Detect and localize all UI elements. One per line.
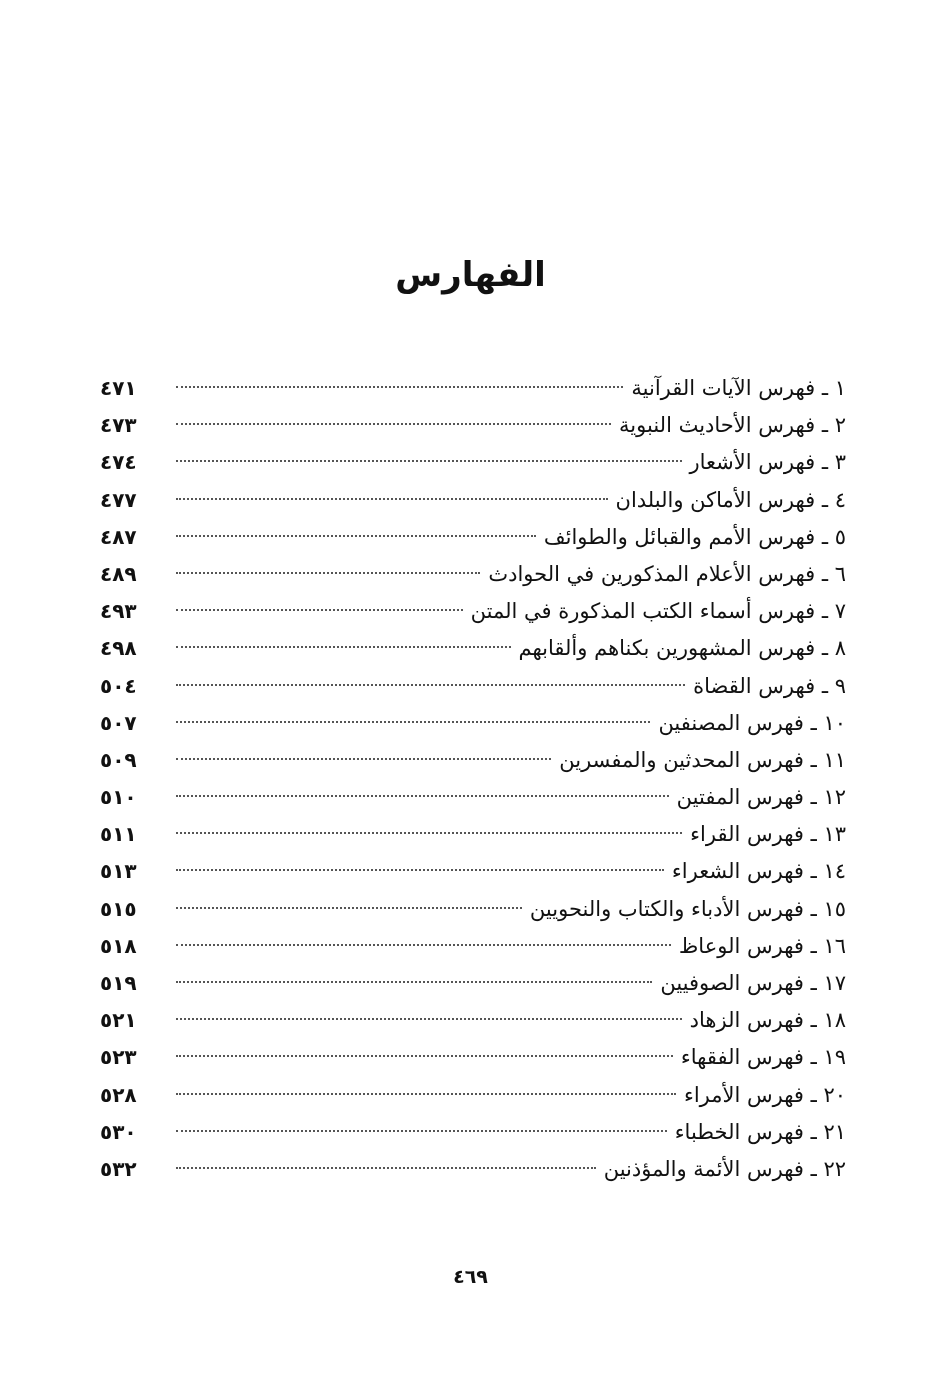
leader-dots [176, 1018, 682, 1020]
toc-row [100, 593, 846, 630]
leader-dots [176, 907, 522, 909]
toc-row [100, 668, 846, 705]
leader-dots [176, 423, 611, 425]
toc-entry-page: ٥٠٩ [100, 747, 137, 772]
toc-entry-label: ١٠ ـ فهرس المصنفين [658, 710, 846, 735]
toc-entry-page: ٤٩٨ [100, 636, 137, 661]
toc-entry-label: ٤ ـ فهرس الأماكن والبلدان [615, 487, 846, 512]
toc-row [100, 928, 846, 965]
toc-entry-page: ٥١٩ [100, 971, 137, 995]
toc-entry-label: ٧ ـ فهرس أسماء الكتب المذكورة في المتن [470, 599, 846, 624]
toc-entry-page: ٥١٠ [100, 785, 137, 810]
toc-row [100, 965, 846, 1002]
toc-entry-page: ٥٢١ [100, 1008, 137, 1033]
leader-dots [176, 572, 480, 574]
toc-entry-label: ١٣ ـ فهرس القراء [690, 822, 846, 847]
toc-row [100, 1039, 846, 1076]
leader-dots [176, 758, 551, 760]
leader-dots [176, 795, 669, 797]
toc-row [100, 630, 846, 667]
toc-row [100, 1077, 846, 1114]
leader-dots [176, 684, 685, 686]
toc-entry-label: ٩ ـ فهرس القضاة [693, 673, 846, 698]
toc-entry-page: ٥١٥ [100, 896, 137, 921]
toc-entry-label: ٨ ـ فهرس المشهورين بكناهم وألقابهم [518, 636, 846, 661]
toc-entry-page: ٥١٣ [100, 859, 137, 884]
toc-entry-page: ٥٠٧ [100, 710, 137, 735]
leader-dots [176, 869, 664, 871]
table-of-contents [100, 370, 846, 1188]
toc-entry-label: ١٤ ـ فهرس الشعراء [671, 859, 846, 884]
page-title: الفهارس [395, 255, 546, 295]
leader-dots [176, 832, 682, 834]
toc-entry-label: ١ ـ فهرس الآيات القرآنية [631, 376, 846, 400]
toc-entry-page: ٤٧٣ [100, 413, 137, 438]
toc-entry-label: ٢١ ـ فهرس الخطباء [674, 1119, 846, 1144]
toc-entry-label: ٣ ـ فهرس الأشعار [689, 450, 846, 475]
toc-entry-label: ١٨ ـ فهرس الزهاد [689, 1008, 846, 1033]
leader-dots [176, 1055, 673, 1057]
toc-entry-label: ٢ ـ فهرس الأحاديث النبوية [619, 413, 846, 438]
leader-dots [176, 386, 623, 388]
toc-row [100, 742, 846, 779]
toc-entry-page: ٥١١ [100, 822, 137, 847]
leader-dots [176, 721, 650, 723]
toc-entry-page: ٥٢٨ [100, 1082, 137, 1107]
toc-entry-label: ٢٢ ـ فهرس الأئمة والمؤذنين [603, 1156, 846, 1181]
toc-entry-label: ٢٠ ـ فهرس الأمراء [683, 1082, 846, 1107]
toc-entry-page: ٤٩٣ [100, 599, 137, 624]
toc-row [100, 816, 846, 853]
toc-entry-label: ١٧ ـ فهرس الصوفيين [660, 971, 846, 995]
toc-entry-label: ٥ ـ فهرس الأمم والقبائل والطوائف [543, 524, 846, 549]
toc-entry-page: ٤٧١ [100, 376, 137, 400]
toc-row [100, 705, 846, 742]
leader-dots [176, 460, 682, 462]
leader-dots [176, 609, 463, 611]
toc-entry-label: ١١ ـ فهرس المحدثين والمفسرين [559, 747, 846, 772]
toc-entry-page: ٥٣٢ [100, 1156, 137, 1181]
toc-row [100, 1114, 846, 1151]
leader-dots [176, 1130, 667, 1132]
toc-row [100, 556, 846, 593]
toc-entry-label: ٦ ـ فهرس الأعلام المذكورين في الحوادث [488, 561, 846, 586]
page-number: ٤٦٩ [453, 1266, 488, 1288]
toc-entry-page: ٤٨٩ [100, 561, 137, 586]
toc-entry-page: ٤٧٧ [100, 487, 137, 512]
toc-row [100, 407, 846, 444]
toc-entry-page: ٤٧٤ [100, 450, 137, 475]
leader-dots [176, 1167, 596, 1169]
toc-entry-page: ٤٨٧ [100, 524, 137, 549]
leader-dots [176, 646, 511, 648]
toc-row [100, 1002, 846, 1039]
leader-dots [176, 944, 671, 946]
toc-row [100, 853, 846, 890]
toc-entry-label: ١٢ ـ فهرس المفتين [676, 785, 846, 810]
toc-entry-page: ٥٠٤ [100, 673, 137, 698]
toc-entry-label: ١٥ ـ فهرس الأدباء والكتاب والنحويين [529, 896, 846, 921]
toc-row [100, 891, 846, 928]
toc-entry-page: ٥٣٠ [100, 1119, 137, 1144]
toc-row [100, 1151, 846, 1188]
toc-row [100, 519, 846, 556]
toc-row [100, 370, 846, 407]
leader-dots [176, 981, 652, 983]
toc-entry-page: ٥٢٣ [100, 1045, 137, 1070]
leader-dots [176, 498, 608, 500]
toc-row [100, 444, 846, 481]
toc-entry-label: ١٦ ـ فهرس الوعاظ [678, 933, 846, 958]
toc-row [100, 779, 846, 816]
toc-row [100, 482, 846, 519]
leader-dots [176, 1093, 676, 1095]
toc-entry-label: ١٩ ـ فهرس الفقهاء [680, 1045, 846, 1070]
leader-dots [176, 535, 536, 537]
toc-entry-page: ٥١٨ [100, 933, 137, 958]
